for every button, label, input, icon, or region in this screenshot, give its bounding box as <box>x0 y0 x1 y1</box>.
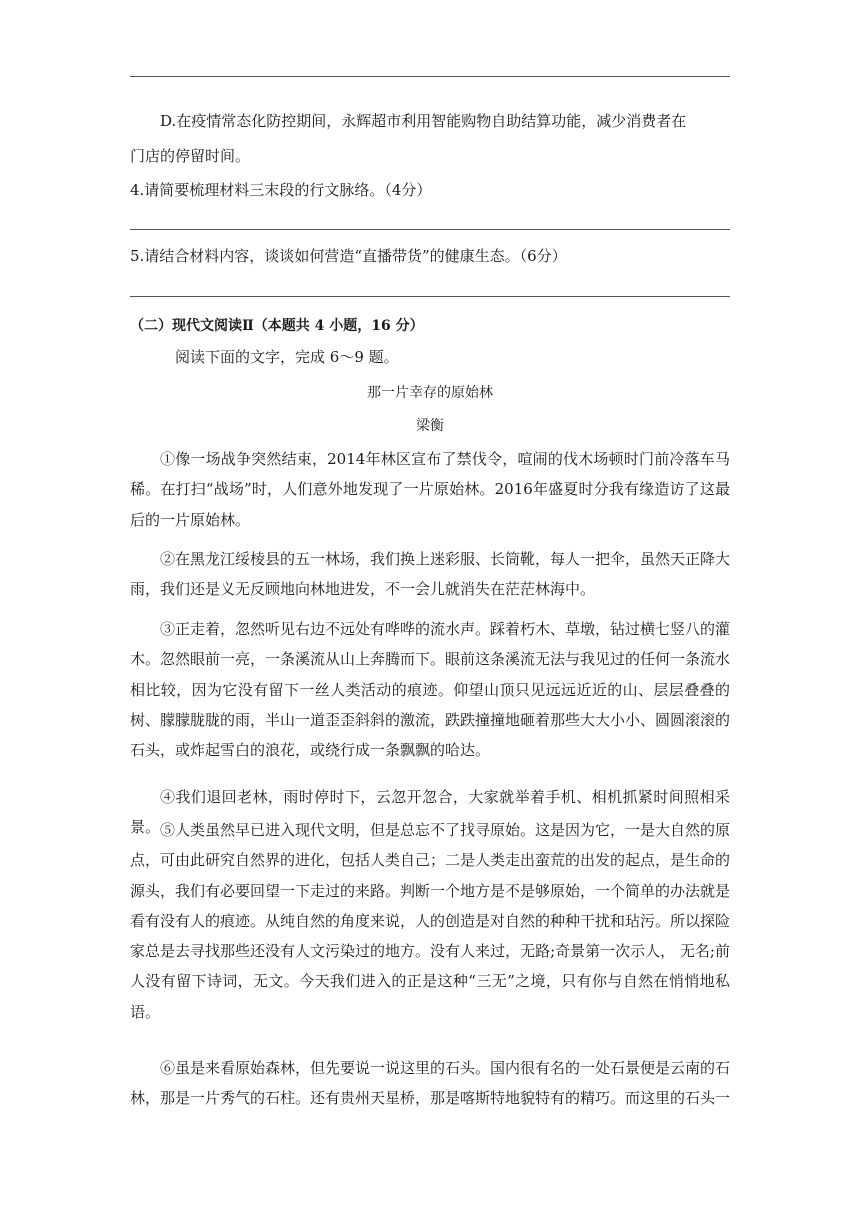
paragraph-5: ⑤人类虽然早已进入现代文明，但是总忘不了找寻原始。这是因为它，一是大自然的原点，可由此研究自然界的进化，包括人类自己；二是人类走出蛮荒的出发的起点，是生命的源头，我们有必要回望一下走过的来路。判断一个地方是不是够原始，一个简单的办法就是看有没有人的痕迹。从纯自然的角度来说，人的创造是对自然的种种干扰和玷污。所以探险家总是去寻找那些还没有人文污染过的地方。没有人来过，无路;奇景第一次示人， 无名;前人没有留下诗词，无文。今天我们进入的正是这种“三无”之境，只有你与自然在悄悄地私语。 <box>130 821 731 1021</box>
paragraph-2: ②在黑龙江绥棱县的五一林场，我们换上迷彩服、长筒靴，每人一把伞，虽然天正降大雨，我们还是义无反顾地向林地进发，不一会儿就消失在茫茫林海中。 <box>130 550 731 599</box>
article-author: 梁衡 <box>416 418 444 434</box>
question-4: 4.请简要梳理材料三末段的行文脉络。（4分） <box>130 181 432 199</box>
answer-line-4 <box>130 229 730 230</box>
option-d-line-1: D.在疫情常态化防控期间，永辉超市利用智能购物自助结算功能，减少消费者在 <box>160 112 687 130</box>
paragraph-3: ③正走着，忽然听见右边不远处有哗哗的流水声。踩着朽木、草墩，钻过横七竖八的灌木。忽然眼前一亮，一条溪流从山上奔腾而下。眼前这条溪流无法与我见过的任何一条流水相比较，因为它没有留下一丝人类活动的痕迹。仰望山顶只见远远近近的山、层层叠叠的树、朦朦胧胧的雨，半山一道歪歪斜斜的激流，跌跌撞撞地砸着那些大大小小、圆圆滚滚的石头，或炸起雪白的浪花，或绕行成一条飘飘的哈达。 <box>130 620 731 760</box>
section-heading: （二）现代文阅读Ⅱ（本题共 4 小题，16 分） <box>130 318 424 334</box>
question-5: 5.请结合材料内容，谈谈如何营造“直播带货”的健康生态。（6分） <box>130 247 567 265</box>
article-title: 那一片幸存的原始林 <box>367 385 493 401</box>
answer-line-5 <box>130 296 730 297</box>
section-instruction: 阅读下面的文字，完成 6～9 题。 <box>175 348 399 366</box>
paragraph-1: ①像一场战争突然结束，2014年林区宣布了禁伐令，喧闹的伐木场顿时门前冷落车马稀。在打扫“战场”时，人们意外地发现了一片原始林。2016年盛夏时分我有缘造访了这最后的一片原始林。 <box>130 450 730 529</box>
paragraph-6: ⑥虽是来看原始森林，但先要说一说这里的石头。国内很有名的一处石景便是云南的石林，那是一片秀气的石柱。还有贵州天星桥，那是喀斯特地貌特有的精巧。而这里的石头一 <box>130 1059 731 1108</box>
paragraph-4: ④我们退回老林，雨时停时下，云忽开忽合，大家就举着手机、相机抓紧时间照相采景。 <box>130 788 730 837</box>
top-divider <box>130 76 730 77</box>
option-d-line-2: 门店的停留时间。 <box>130 147 251 165</box>
